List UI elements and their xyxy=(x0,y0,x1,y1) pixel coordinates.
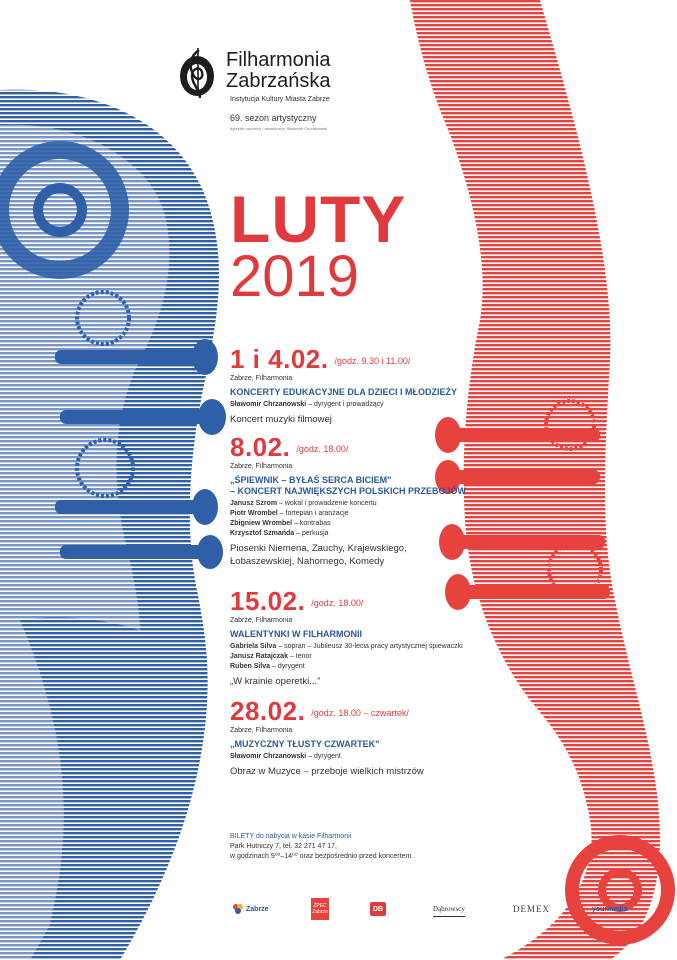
event-2 xyxy=(230,434,490,568)
event-place: Zabrze, Filharmonia xyxy=(230,727,293,734)
performer-name: Ruben Silva xyxy=(230,663,271,670)
event-time: /godz. 9.30 i 11.00/ xyxy=(334,356,411,366)
event-description-line: Piosenki Niemena, Zauchy, Krajewskiego, xyxy=(230,543,407,554)
ticket-line-1: BILETY do nabycia w kasie Filharmonii xyxy=(230,833,352,840)
event-place: Zabrze, Filharmonia xyxy=(230,617,293,624)
event-title-line: WALENTYNKI W FILHARMONII xyxy=(230,629,362,639)
sponsor-yourmedia-logo xyxy=(592,898,627,920)
sponsor-bar xyxy=(0,898,677,922)
season-note: dyrektor naczelny i artystyczny: Sławomir Chrzanowski xyxy=(230,126,328,131)
performer-role: – dyrygent xyxy=(306,753,341,760)
sponsor-label: ZPEC Zabrze xyxy=(312,903,328,915)
blue-scroll xyxy=(0,90,226,960)
performer-role: – dyrygent i prowadzący xyxy=(306,401,384,408)
performer-name: Zbigniew Wrombel xyxy=(230,520,293,527)
performer-role: – sopran – Jubileusz 30-lecia pracy artystycznej śpiewaczki xyxy=(276,643,463,650)
performer-role: – kontrabas xyxy=(292,520,331,527)
event-title xyxy=(230,739,490,750)
event-title-line: „MUZYCZNY TŁUSTY CZWARTEK" xyxy=(230,739,380,749)
event-place: Zabrze, Filharmonia xyxy=(230,463,293,470)
event-description-line: Łobaszewskiej, Nahornego, Komedy xyxy=(230,556,385,567)
performer-role: – wokal i prowadzenie koncertu xyxy=(277,500,377,507)
sponsor-label: yourmedia xyxy=(592,905,628,913)
year-title: 2019 xyxy=(230,244,360,309)
sponsor-label: DEMEX xyxy=(513,904,550,914)
event-date: 8.02. xyxy=(230,432,291,462)
event-description-line: Obraz w Muzyce – przeboje wielkich mistrzów xyxy=(230,766,424,777)
sponsor-demex-logo xyxy=(513,898,550,920)
event-title-line: – KONCERT NAJWIĘKSZYCH POLSKICH PRZEBOJÓW xyxy=(230,486,467,496)
performer-role: – fortepian i aranżacje xyxy=(277,510,349,517)
event-3 xyxy=(230,588,490,688)
event-description-line: Koncert muzyki filmowej xyxy=(230,414,332,425)
sponsor-db-logo xyxy=(370,902,386,916)
event-time: /godz. 18.00 – czwartek/ xyxy=(311,708,409,718)
performer xyxy=(230,510,490,517)
event-date: 15.02. xyxy=(230,586,306,616)
event-time: /godz. 18.00/ xyxy=(311,598,364,608)
event-description xyxy=(230,765,490,778)
logo-line2: Zabrzańska xyxy=(226,70,331,92)
ticket-line-2: Park Hutniczy 7, tel. 32 271 47 17, xyxy=(230,843,338,850)
season-label: 69. sezon artystyczny xyxy=(230,113,317,123)
sponsor-zpec-logo xyxy=(311,898,329,920)
performer xyxy=(230,663,490,670)
performer-name: Sławomir Chrzanowski xyxy=(230,401,307,408)
performer xyxy=(230,500,490,507)
event-place: Zabrze, Filharmonia xyxy=(230,375,293,382)
sponsor-label: DB xyxy=(372,905,384,913)
sponsor-dabrowscy-logo xyxy=(433,902,465,917)
institution-label: Instytucja Kultury Miasta Zabrze xyxy=(230,96,330,103)
sponsor-label: Dąbrowscy xyxy=(433,905,465,913)
performer xyxy=(230,530,490,537)
event-title-line: „ŚPIEWNIK – BYŁAŚ SERCA BICIEM" xyxy=(230,475,392,485)
month-title: LUTY xyxy=(230,182,407,256)
performer-name: Gabriela Silva xyxy=(230,643,277,650)
performer-name: Krzysztof Szmańda xyxy=(230,530,295,537)
performer xyxy=(230,401,490,408)
performer-name: Janusz Szrom xyxy=(230,500,278,507)
event-description xyxy=(230,542,490,568)
performer-role: – tenor xyxy=(287,653,312,660)
performer xyxy=(230,643,490,650)
event-title xyxy=(230,629,490,640)
performer-name: Janusz Ratajczak xyxy=(230,653,288,660)
event-1 xyxy=(230,346,490,426)
sponsor-label: Zabrze xyxy=(246,905,269,913)
logo-line1: Filharmonia xyxy=(226,49,331,71)
event-date: 1 i 4.02. xyxy=(230,344,329,374)
sponsor-zabrze-logo xyxy=(232,898,269,920)
logo-name xyxy=(226,50,331,92)
performer-name: Sławomir Chrzanowski xyxy=(230,753,307,760)
event-title-line: KONCERTY EDUKACYJNE DLA DZIECI I MŁODZIEŻY xyxy=(230,387,458,397)
event-description xyxy=(230,675,490,688)
event-4 xyxy=(230,698,490,778)
performer-name: Piotr Wrombel xyxy=(230,510,278,517)
event-title xyxy=(230,475,490,497)
ticket-line-3: w godzinach 9⁰⁰–14⁰⁰ oraz bezpośrednio przed koncertem. xyxy=(230,853,414,860)
performer xyxy=(230,753,490,760)
ticket-info xyxy=(230,832,413,862)
performer-role: – dyrygent xyxy=(270,663,305,670)
performer xyxy=(230,520,490,527)
event-description xyxy=(230,413,490,426)
performer-role: – perkusja xyxy=(294,530,329,537)
event-description-line: „W krainie operetki..." xyxy=(230,676,321,687)
event-title xyxy=(230,387,490,398)
event-date: 28.02. xyxy=(230,696,306,726)
performer xyxy=(230,653,490,660)
zabrze-flower-icon xyxy=(232,903,244,915)
event-time: /godz. 18.00/ xyxy=(296,444,349,454)
treble-clef-icon xyxy=(178,46,216,100)
